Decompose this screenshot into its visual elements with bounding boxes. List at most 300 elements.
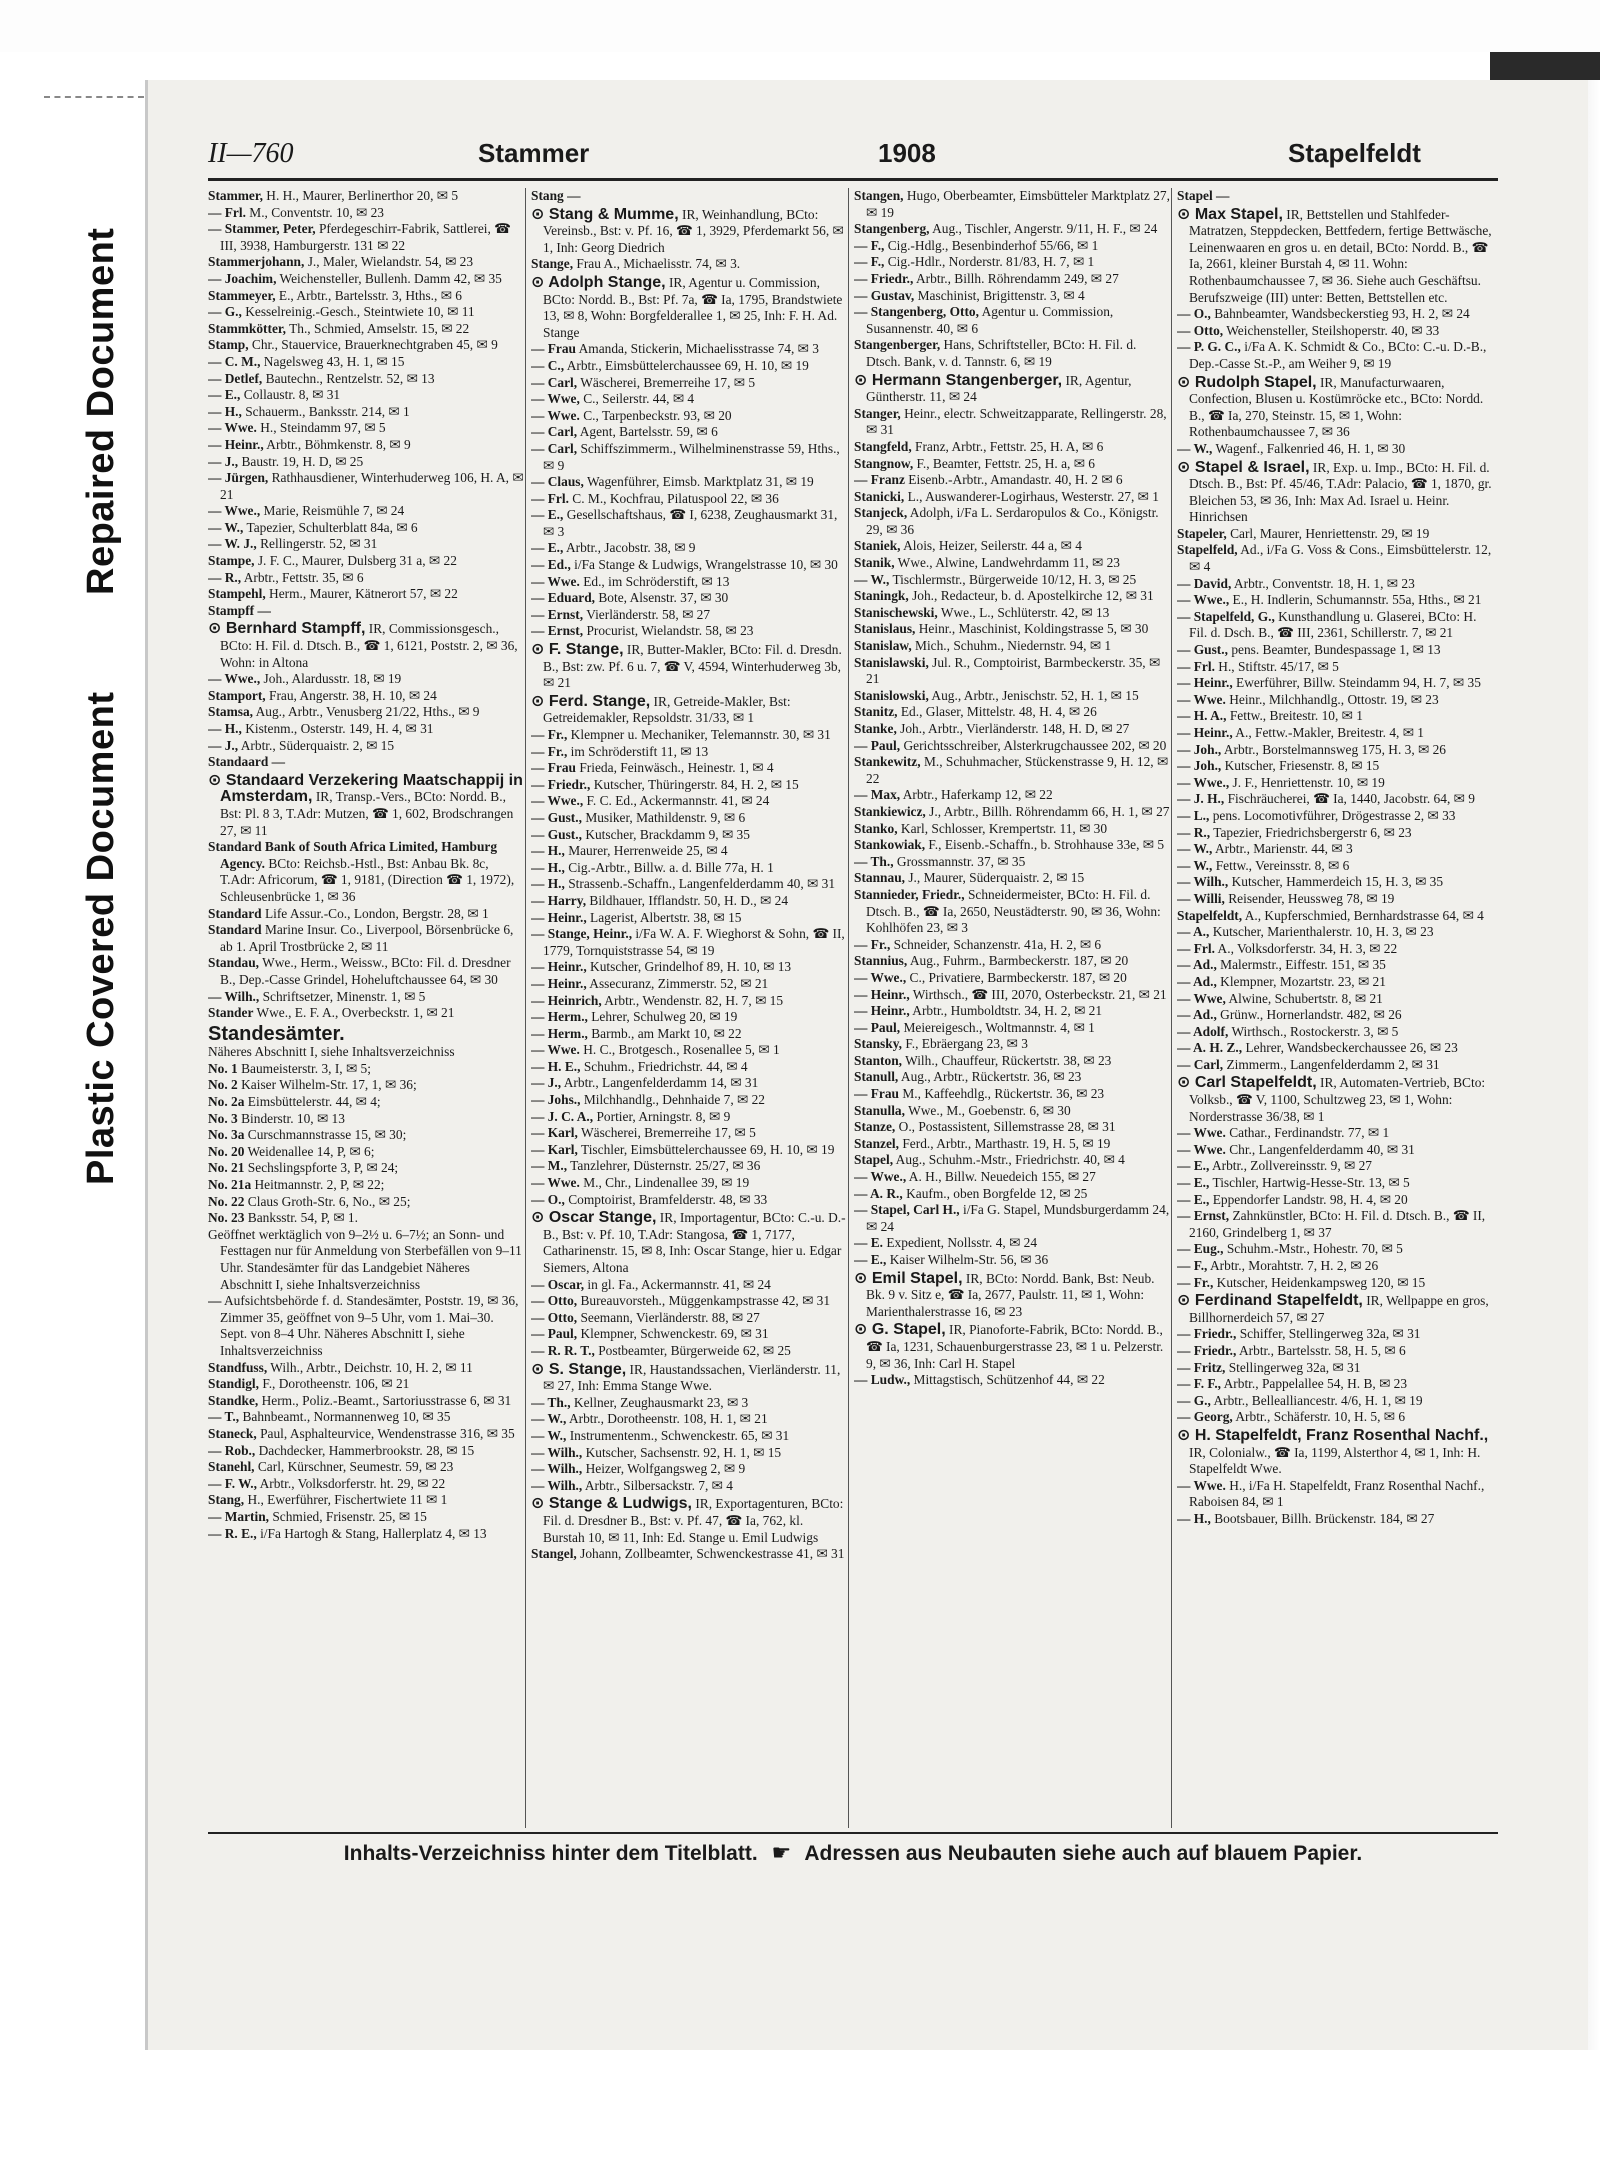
directory-entry [208,520,524,537]
directory-entry [854,1119,1170,1136]
entry-name: — Wwe. [1177,691,1226,707]
entry-details: Arbtr., Marienstr. 44, ✉ 3 [1212,841,1353,857]
directory-entry [854,271,1170,288]
entry-name: — Fr., [531,727,568,742]
entry-details: Fischräucherei, ☎ Ia, 1440, Jacobstr. 64, ✉ 9 [1224,791,1475,807]
directory-entry [208,839,524,905]
entry-name: — Frau [531,760,577,776]
directory-entry [531,1158,847,1175]
entry-name: — Adolf, [1177,1023,1229,1039]
entry-name: Stanik, [854,555,895,571]
directory-entry [531,926,847,959]
entry-details: Kistenm., Osterstr. 149, H. 4, ✉ 31 [241,721,434,736]
directory-entry [208,404,524,421]
entry-details: Schuhm.-Mstr., Hohestr. 70, ✉ 5 [1223,1241,1403,1257]
entry-details: Frau A., Michaelisstr. 74, ✉ 3. [573,256,741,272]
entry-details: Agent, Bartelsstr. 59, ✉ 6 [577,424,718,440]
entry-name: — A. H. Z., [1177,1040,1243,1056]
entry-name: — Carl, [531,424,578,440]
entry-details: Arbtr., Bartelsstr. 58, H. 5, ✉ 6 [1236,1342,1406,1358]
footer-rule [208,1832,1498,1834]
entry-details: IR, Weinhandlung, BCto: Vereinsb., Bst: v. Pf. 16, ☎ 1, 3929, Pferdemarkt 56, ✉ 1, Inh: Georg Diedrich [543,206,844,255]
directory-entry [531,760,847,777]
entry-details: Wagenführer, Eimsb. Marktplatz 31, ✉ 19 [583,474,814,490]
entry-name: — W. J., [208,536,257,552]
entry-name: — Wwe. [1177,1477,1226,1493]
directory-entry [208,1526,524,1543]
entry-name: Stammerjohann, [208,254,305,270]
entry-details: Karl, Schlosser, Krempertstr. 11, ✉ 30 [897,820,1108,836]
entry-name: — Stange, Heinr., [531,926,633,942]
entry-details: Bildhauer, Ifflandstr. 50, H. D., ✉ 24 [586,892,789,908]
directory-entry [854,870,1170,887]
entry-name: Stampehl, [208,586,266,602]
entry-details: Wwe., L., Schlüterstr. 42, ✉ 13 [937,604,1110,620]
directory-entry [208,1393,524,1410]
directory-entry [854,1372,1170,1389]
directory-entry [208,1194,524,1211]
entry-name: — Wwe. [531,1042,580,1058]
scan-edge-tab [1490,52,1600,82]
directory-entry [1177,791,1493,808]
directory-entry [854,1003,1170,1020]
entry-name: ⊙ Rudolph Stapel, [1177,373,1317,391]
entry-details: Aug., Arbtr., Venusberg 21/22, Hths., ✉ 9 [253,704,480,720]
directory-entry [1177,1057,1493,1074]
directory-entry [208,1360,524,1377]
entry-name: — Frau [854,1086,900,1102]
entry-name: Stannius, [854,953,908,969]
entry-name: — Martin, [208,1508,269,1524]
entry-name: — R. E., [208,1525,257,1541]
entry-details: Zimmerm., Langenfelderdamm 2, ✉ 31 [1223,1056,1440,1072]
entry-name: — Ernst, [531,606,584,622]
directory-entry [531,893,847,910]
entry-details: Klempner u. Mechaniker, Telemannstr. 30, ✉ 31 [567,727,831,742]
entry-name: — Wwe, [531,391,580,407]
directory-entry [208,922,524,955]
entry-name: ⊙ Stange & Ludwigs, [531,1495,692,1513]
entry-details: Cig.-Hdlg., Besenbinderhof 55/66, ✉ 1 [884,237,1099,253]
directory-entry [531,623,847,640]
entry-details: Heinr., Milchhandlg., Ottostr. 19, ✉ 23 [1225,691,1439,707]
directory-entry [531,1395,847,1412]
repaired-document-label: Repaired Document [80,227,122,595]
entry-details: Wwe., M., Goebenstr. 6, ✉ 30 [904,1102,1071,1118]
section-heading [208,1022,524,1045]
entry-details: Agentur u. Commission, Susannenstr. 40, ✉ 6 [866,304,1114,336]
entry-details: Cathar., Ferdinandstr. 77, ✉ 1 [1225,1125,1390,1141]
directory-entry [531,375,847,392]
entry-details: Kutscher, Friesenstr. 8, ✉ 15 [1221,758,1380,774]
directory-entry [531,1109,847,1126]
entry-details: Arbtr., Zollvereinsstr. 9, ✉ 27 [1209,1158,1372,1174]
entry-details: IR, BCto: Nordd. Bank, Bst: Neub. Bk. 9 v. Sitz e, ☎ Ia, 2677, Paulstr. 11, ✉ 1, Wohn: Marienthalerstrasse 16, ✉ 23 [866,1270,1155,1319]
entry-details: F., Ebräergang 23, ✉ 3 [902,1036,1028,1052]
entry-name: — A., [1177,924,1210,940]
directory-entry [854,754,1170,787]
directory-entry [854,787,1170,804]
directory-entry [1177,1360,1493,1377]
directory-entry [531,827,847,844]
entry-name: — Ludw., [854,1372,911,1388]
entry-name: Stankiewicz, [854,803,926,819]
directory-entry [531,474,847,491]
directory-entry [531,793,847,810]
entry-name: — Ernst, [1177,1208,1230,1224]
entry-name: — Wwe., [1177,592,1230,608]
directory-entry [854,621,1170,638]
entry-name: — Oscar, [531,1276,585,1292]
entry-details: Hugo, Oberbeamter, Eimsbütteler Marktplatz 27, ✉ 19 [866,188,1170,220]
entry-name: — O., [531,1191,565,1207]
entry-details: Curschmannstrasse 15, ✉ 30; [244,1127,407,1143]
directory-entry [531,876,847,893]
entry-name: Stanton, [854,1052,902,1068]
entry-details: Carl, Kürschner, Seumestr. 59, ✉ 23 [254,1459,454,1475]
entry-name: — Harry, [531,892,587,908]
entry-details: Kesselreinig.-Gesch., Steintwiete 10, ✉ 11 [241,304,475,320]
directory-entry [531,358,847,375]
entry-details: i/Fa A. K. Schmidt & Co., BCto: C.-u. D.-B., Dep.-Casse St.-P., am Weiher 9, ✉ 19 [1189,339,1487,371]
entry-name: — Wilh., [208,988,260,1004]
directory-entry [1177,1293,1493,1326]
entry-name: — Heinr., [531,975,587,991]
directory-entry [531,1411,847,1428]
entry-details: Instrumentenm., Schwenckestr. 65, ✉ 31 [566,1427,790,1443]
entry-name: — Wwe. [1177,1125,1226,1141]
directory-entry [208,906,524,923]
entry-name: — J., [208,737,239,753]
entry-details: IR, Transp.-Vers., BCto: Nordd. B., Bst: Pl. 8 3, T.Adr: Mutzen, ☎ 1, 602, Brodschrangen 27, ✉ 11 [220,789,514,838]
entry-details: L., Auswanderer-Logirhaus, Westerstr. 27, ✉ 1 [904,488,1159,504]
directory-entry [854,456,1170,473]
entry-name: — Friedr., [531,776,591,792]
entry-details: Kutscher, Sachsenstr. 92, H. 1, ✉ 15 [582,1444,782,1460]
entry-details: J., Maurer, Süderquaistr. 2, ✉ 15 [905,870,1085,886]
entry-name: — Wwe., [208,503,261,519]
directory-entry [531,391,847,408]
entry-details: pens. Beamter, Bundespassage 1, ✉ 13 [1227,642,1441,658]
entry-name: — R., [208,569,242,585]
entry-details: Wäscherei, Bremerreihe 17, ✉ 5 [577,1125,756,1141]
directory-entry [854,1020,1170,1037]
directory-entry [854,937,1170,954]
directory-entry [854,854,1170,871]
entry-details: im Schröderstift 11, ✉ 13 [567,743,709,759]
entry-name: — F., [1177,1258,1208,1273]
entry-details: Milchhandlg., Dehnhaide 7, ✉ 22 [580,1092,766,1108]
entry-name: — Wwe. [531,407,580,423]
entry-name: Stanislaus, [854,621,916,637]
entry-name: Stapelfeld, [1177,542,1238,558]
entry-name: Stanicki, [854,488,905,504]
entry-name: Stammkötter, [208,320,286,336]
directory-entry [1177,692,1493,709]
cut-line-mark [44,96,144,98]
directory-entry [854,1271,1170,1321]
directory-entry [854,221,1170,238]
entry-name: — Frl. [1177,940,1215,956]
directory-entry [208,721,524,738]
directory-entry [208,704,524,721]
entry-details: Arbtr., Morahtstr. 7, H. 2, ✉ 26 [1207,1258,1379,1273]
directory-entry [1177,1125,1493,1142]
entry-details: Kutscher, Brackdamm 9, ✉ 35 [581,826,750,842]
directory-entry [1177,1409,1493,1426]
entry-name: ⊙ Stapel & Israel, [1177,458,1310,476]
entry-name: Stanke, [854,721,897,736]
directory-entry [1177,339,1493,372]
entry-name: — Paul, [531,1326,578,1342]
directory-entry [531,1326,847,1343]
entry-name: Stanischewski, [854,604,938,620]
column-3 [854,188,1170,1828]
entry-details: Kutscher, Thüringerstr. 84, H. 2, ✉ 15 [590,776,799,792]
directory-entry [1177,1376,1493,1393]
entry-details: Banksstr. 54, P, ✉ 1. [244,1210,358,1226]
entry-details: A., Fettw.-Makler, Breitestr. 4, ✉ 1 [1232,725,1424,740]
entry-details: Joh., Alardusstr. 18, ✉ 19 [260,671,402,687]
entry-details: Barmb., am Markt 10, ✉ 22 [587,1025,742,1041]
directory-entry [531,341,847,358]
entry-name: Stanze, [854,1119,896,1135]
entry-details: i/Fa Stange & Ludwigs, Wrangelstrasse 10, ✉ 30 [570,557,838,573]
directory-entry [854,254,1170,271]
entry-name: No. 2 [208,1077,238,1093]
entry-name: — Friedr., [854,270,914,286]
directory-entry [1177,1024,1493,1041]
entry-name: — Stapelfeld, G., [1177,608,1275,624]
directory-entry [854,970,1170,987]
directory-entry [208,454,524,471]
entry-name: — H. E., [531,1058,581,1074]
directory-entry [854,638,1170,655]
entry-name: — H., [531,859,565,875]
entry-details: Musiker, Mathildenstr. 9, ✉ 6 [581,809,746,825]
directory-entry [531,1478,847,1495]
column-1 [208,188,524,1828]
entry-name: — Stangenberg, Otto, [854,304,979,320]
directory-entry [854,655,1170,688]
entry-name: Staningk, [854,588,909,604]
entry-details: Wwe., E. F. A., Overbeckstr. 1, ✉ 21 [253,1005,455,1021]
entry-details: Arbtr., Dorotheenstr. 108, H. 1, ✉ 21 [566,1411,768,1427]
entry-name: Stammeyer, [208,287,276,303]
directory-entry [854,1036,1170,1053]
entry-details: Ed., Glaser, Mittelstr. 48, H. 4, ✉ 26 [897,704,1097,720]
entry-name: — H. A., [1177,708,1227,724]
entry-name: — H., [531,876,565,892]
directory-entry [1177,808,1493,825]
entry-name: Stampff — [208,602,271,618]
entry-details: Dachdecker, Hammerbrookstr. 28, ✉ 15 [255,1442,475,1458]
entry-name: — E. [854,1235,884,1251]
directory-entry [1177,874,1493,891]
entry-name: — W., [1177,841,1213,857]
entry-details: J. F., Henriettenstr. 10, ✉ 19 [1229,774,1385,790]
entry-name: — Heinr., [1177,725,1233,740]
entry-details: Arbtr., Conventstr. 18, H. 1, ✉ 23 [1231,575,1415,591]
entry-details: IR, Manufacturwaaren, Confection, Blusen u. Kostümröcke etc., BCto: Nordd. B., ☎ Ia, 270, Steinstr. 15, ✉ 1, Wohn: Rothenbaumchaussee 7, ✉ 36 [1189,374,1484,440]
entry-details: Sechslingspforte 3, P, ✉ 24; [244,1160,399,1176]
column-divider [525,188,526,1828]
directory-entry [854,837,1170,854]
directory-entry [1177,991,1493,1008]
entry-name: ⊙ Emil Stapel, [854,1269,963,1287]
directory-entry [531,694,847,727]
entry-details: Seemann, Vierländerstr. 88, ✉ 27 [577,1309,760,1325]
directory-entry [854,1252,1170,1269]
entry-name: Stapeler, [1177,525,1227,541]
directory-entry [531,744,847,761]
entry-details: IR, Exportagenturen, BCto: Fil. d. Dresdner B., Bst: v. Pf. 47, ☎ Ia, 762, kl. Burstah 10, ✉ 11, Inh: Ed. Stange u. Emil Ludwigs [543,1496,844,1545]
entry-name: Stanislawski, [854,654,929,670]
directory-entry [854,337,1170,370]
entry-name: Standfuss, [208,1359,268,1375]
directory-entry [854,953,1170,970]
directory-entry [531,275,847,341]
entry-details: Heinr., Maschinist, Koldingstrasse 5, ✉ 30 [915,621,1149,637]
entry-details: Weichensteller, Bullenh. Damm 42, ✉ 35 [276,270,502,286]
entry-name: — Fritz, [1177,1359,1226,1375]
entry-name: — J., [531,1075,562,1091]
entry-name: — Fr., [854,936,891,952]
directory-entry [1177,542,1493,575]
entry-details: Carl, Maurer, Henriettenstr. 29, ✉ 19 [1226,525,1430,541]
entry-name: Stanehl, [208,1459,255,1475]
entry-details: Ferd., Arbtr., Marthastr. 19, H. 5, ✉ 19 [899,1135,1111,1151]
directory-entry [208,1061,524,1078]
entry-details: Wilh., Chauffeur, Rückertstr. 38, ✉ 23 [902,1052,1112,1068]
entry-details: Kaiser Wilhelm-Str. 56, ✉ 36 [886,1252,1049,1267]
entry-name: Stamp, [208,337,249,353]
directory-entry [208,1227,524,1293]
entry-details: Maschinist, Brigittenstr. 3, ✉ 4 [914,287,1085,303]
directory-entry [531,408,847,425]
directory-entry [1177,974,1493,991]
entry-name: — [208,1293,222,1309]
directory-entry [1177,188,1493,205]
directory-entry [208,304,524,321]
entry-name: — Wwe. [1177,1141,1226,1157]
directory-entry [1177,675,1493,692]
directory-entry [1177,1326,1493,1343]
entry-details: M., Chr., Lindenallee 39, ✉ 19 [579,1175,750,1191]
entry-details: Baumeisterstr. 3, I, ✉ 5; [237,1060,371,1076]
entry-details: Arbtr., Haferkamp 12, ✉ 22 [900,787,1053,803]
directory-entry [1177,891,1493,908]
directory-entry [531,1075,847,1092]
entry-details: Aug., Arbtr., Jenischstr. 52, H. 1, ✉ 15 [928,687,1139,703]
entry-name: — Friedr., [1177,1342,1237,1358]
entry-details: Heitmannstr. 2, P, ✉ 22; [251,1177,385,1193]
directory-entry [1177,207,1493,307]
entry-name: — Wilh., [531,1477,583,1493]
directory-entry [531,491,847,508]
entry-name: — Rob., [208,1442,256,1458]
entry-details: Arbtr., Schäferstr. 10, H. 5, ✉ 6 [1232,1409,1406,1425]
entry-details: i/Fa G. Stapel, Mundsburgerdamm 24, ✉ 24 [866,1202,1170,1234]
directory-entry [1177,957,1493,974]
entry-details: IR, Haustandssachen, Vierländerstr. 11, ✉ 27, Inh: Emma Stange Wwe. [543,1361,841,1394]
entry-name: No. 3a [208,1127,245,1143]
entry-details: IR, Butter-Makler, BCto: Fil. d. Dresdn. B., Bst: zw. Pf. 6 u. 7, ☎ V, 4594, Winterhuderweg 3b, ✉ 21 [543,642,842,691]
entry-name: — Fr., [1177,1274,1214,1290]
directory-entry [854,688,1170,705]
directory-entry [1177,858,1493,875]
entry-details: Ewerführer, Billw. Steindamm 94, H. 7, ✉ 35 [1232,675,1481,691]
entry-name: — Wwe. [531,573,580,589]
directory-entry [531,574,847,591]
entry-details: Lagerist, Albertstr. 38, ✉ 15 [586,909,742,925]
directory-entry [1177,642,1493,659]
directory-entry [854,1169,1170,1186]
entry-details: Marine Insur. Co., Liverpool, Börsenbrücke 6, ab 1. April Trostbrücke 2, ✉ 11 [220,922,514,954]
entry-details: Klempner, Mozartstr. 23, ✉ 21 [1216,973,1386,989]
entry-details: Binderstr. 10, ✉ 13 [237,1110,345,1126]
entry-name: Stanislaw, [854,638,912,654]
entry-name: — Stammer, Peter, [208,221,316,237]
header-year: 1908 [878,138,936,168]
directory-entry [1177,592,1493,609]
directory-entry [208,1443,524,1460]
directory-entry [1177,1275,1493,1292]
entry-details: Kutscher, Marienthalerstr. 10, H. 3, ✉ 23 [1209,924,1434,940]
entry-details: Wwe., Alwine, Landwehrdamm 11, ✉ 23 [894,555,1121,571]
directory-entry [1177,1393,1493,1410]
entry-name: Stansky, [854,1036,903,1052]
entry-name: Stanger, [854,405,901,421]
page-header [208,132,1498,176]
directory-entry [208,254,524,271]
entry-name: — Karl, [531,1141,578,1157]
directory-entry [854,721,1170,738]
entry-details: Kellner, Zeughausmarkt 23, ✉ 3 [570,1394,749,1410]
entry-details: A., Volksdorferstr. 34, H. 3, ✉ 22 [1214,940,1398,956]
entry-name: — C., [531,357,565,373]
directory-entry [208,989,524,1006]
entry-details: Herm., Poliz.-Beamt., Sartoriusstrasse 6, ✉ 31 [258,1392,512,1408]
entry-name: — Eduard, [531,590,595,606]
directory-entry [531,1445,847,1462]
entry-name: — Max, [854,787,901,803]
entry-details: A., Kupferschmied, Bernhardstrasse 64, ✉ 4 [1242,907,1484,923]
entry-details: IR, Automaten-Vertrieb, BCto: Volksb., ☎ V, 1100, Schultzweg 23, ✉ 1, Wohn: Norderstrasse 36/38, ✉ 1 [1189,1075,1486,1124]
directory-entry [208,671,524,688]
entry-details: Kunsthandlung u. Glaserei, BCto: H. Fil. d. Dsch. B., ☎ III, 2361, Schillerstr. 7, ✉ 21 [1189,608,1477,641]
entry-details: Wirthsch., ☎ III, 2070, Osterbeckstr. 21, ✉ 21 [909,986,1167,1002]
entry-details: Zahnkünstler, BCto: H. Fil. d. Dtsch. B., ☎ II, 2160, Grindelberg 1, ✉ 37 [1189,1208,1486,1240]
entry-details: Tanzlehrer, Düsternstr. 25/27, ✉ 36 [567,1158,761,1174]
entry-details: Weichensteller, Steilshoperstr. 40, ✉ 33 [1223,322,1440,338]
entry-name: Stangen, [854,188,904,203]
directory-entry [531,1546,847,1563]
entry-name: Standau, [208,955,259,971]
entry-name: — Jürgen, [208,470,269,486]
entry-name: — Frau [531,341,577,357]
entry-details: Arbtr., Volksdorferstr. ht. 29, ✉ 22 [257,1475,446,1491]
directory-entry [854,505,1170,538]
directory-entry [208,1077,524,1094]
entry-details: C., Privatiere, Barmbeckerstr. 187, ✉ 20 [906,969,1127,985]
entry-name: Standigl, [208,1376,259,1392]
directory-entry [208,387,524,404]
entry-details: Baustr. 19, H. D, ✉ 25 [238,453,364,469]
entry-name: — Herm., [531,1025,588,1041]
entry-details: Comptoirist, Bramfelderstr. 48, ✉ 33 [564,1191,768,1207]
directory-entry [1177,775,1493,792]
